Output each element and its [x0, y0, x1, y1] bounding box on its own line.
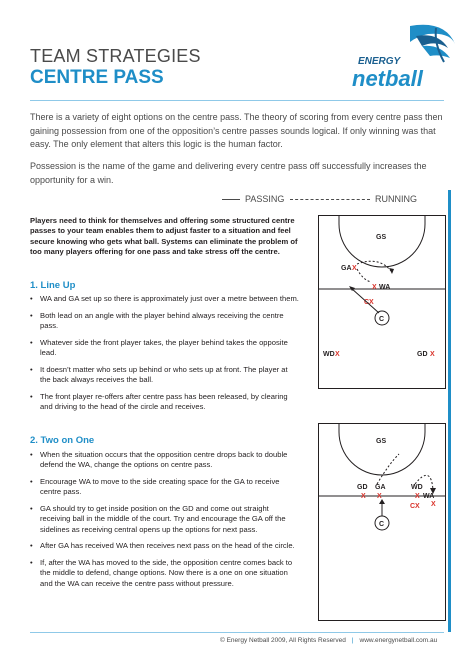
- court-diagram-two-on-one: [318, 423, 446, 621]
- list-item: • Both lead on an angle with the player behind always receiving the centre pass.: [30, 311, 300, 332]
- accent-sidebar: [448, 190, 451, 632]
- intro-paragraph-2: Possession is the name of the game and delivering every centre pass off successfully increases the opportunity for a win.: [30, 161, 427, 185]
- footer-divider: [30, 632, 444, 633]
- svg-text:X: X: [430, 351, 435, 358]
- footer-separator: |: [351, 637, 354, 644]
- court2-wd-label: WD: [411, 484, 423, 491]
- list-item: • The front player re-offers after centre pass has been released, by clearing and driving to the head of the circle and receives.: [30, 392, 300, 413]
- court1-wd-label: WD: [323, 351, 335, 358]
- logo-netball-text: netball: [352, 66, 423, 91]
- footer-url-link[interactable]: www.energynetball.com.au: [359, 637, 438, 644]
- legend-running-line: [290, 199, 370, 200]
- court2-c-label: C: [379, 521, 385, 528]
- court2-ga-label: GA: [375, 484, 386, 491]
- footer-copyright: © Energy Netball 2009, All Rights Reserved: [220, 637, 346, 644]
- svg-text:X: X: [335, 351, 340, 358]
- footer: [220, 637, 437, 644]
- legend-passing-line: [222, 199, 240, 200]
- svg-text:X: X: [415, 493, 420, 500]
- line-up-list: [30, 294, 300, 419]
- court2-wa-label: WA: [423, 493, 435, 500]
- logo-energy-text: ENERGY: [358, 56, 401, 67]
- court1-wa-label: WA: [379, 284, 391, 291]
- court2-cx-label: CX: [410, 503, 420, 510]
- legend-running-label: RUNNING: [375, 194, 417, 204]
- court-diagram-line-up: [318, 215, 446, 389]
- list-item: • Whatever side the front player takes, the player behind takes the opposite lead.: [30, 338, 300, 359]
- court1-cx-label: CX: [364, 299, 374, 306]
- section-heading-two-on-one: 2. Two on One: [30, 435, 95, 446]
- energy-netball-logo: [350, 22, 460, 94]
- court2-gd-label: GD: [357, 484, 368, 491]
- svg-text:X: X: [431, 501, 436, 508]
- list-item: • If, after the WA has moved to the side, the opposition centre comes back to the middle to defend, change options. Now there is a one on one situation and the WA can receive the centre pass without pressure.: [30, 558, 300, 589]
- list-item: • WA and GA set up so there is approximately just over a metre between them.: [30, 294, 300, 304]
- intro-paragraph-1: There is a variety of eight options on the centre pass. The theory of scoring from every centre pass then gaining possession from one of the opposition’s centre passes sounds logical. If only winning was that easy. The only element that alters this logic is the human factor.: [30, 112, 443, 149]
- section-heading-line-up: 1. Line Up: [30, 280, 76, 291]
- list-item: • It doesn’t matter who sets up behind or who sets up at front. The player at the back always receives the ball.: [30, 365, 300, 386]
- page-title-line2: CENTRE PASS: [30, 67, 164, 88]
- list-item: • GA should try to get inside position on the GD and come out straight receiving ball in the middle of the court. Try and encourage the GA off the sidelines as receiving central opens up the options for next pass.: [30, 504, 300, 535]
- court1-ga-label: GA: [341, 265, 352, 272]
- legend-passing-label: PASSING: [245, 194, 285, 204]
- list-item: • When the situation occurs that the opposition centre drops back to double defend the WA, change the options on centre pass.: [30, 450, 300, 471]
- header-divider: [30, 100, 444, 101]
- svg-text:X: X: [372, 284, 377, 291]
- court1-gs-label: GS: [376, 234, 387, 241]
- court2-gs-label: GS: [376, 438, 387, 445]
- svg-text:X: X: [361, 493, 366, 500]
- list-item: • Encourage WA to move to the side creating space for the GA to receive centre pass.: [30, 477, 300, 498]
- two-on-one-list: [30, 450, 300, 595]
- court1-c-label: C: [379, 316, 385, 323]
- list-item: • After GA has received WA then receives next pass on the head of the circle.: [30, 541, 300, 551]
- court1-gd-label: GD: [417, 351, 428, 358]
- svg-text:X: X: [377, 493, 382, 500]
- svg-text:X: X: [352, 265, 357, 272]
- page-title-line1: TEAM STRATEGIES: [30, 46, 201, 66]
- body-paragraph: Players need to think for themselves and offering some structured centre passes to your team enables them to adjust faster to a situation and feel secure knowing who gets what ball. Systems can eliminate the problem of too many players offering for one pass and take stress off the centre.: [30, 216, 298, 256]
